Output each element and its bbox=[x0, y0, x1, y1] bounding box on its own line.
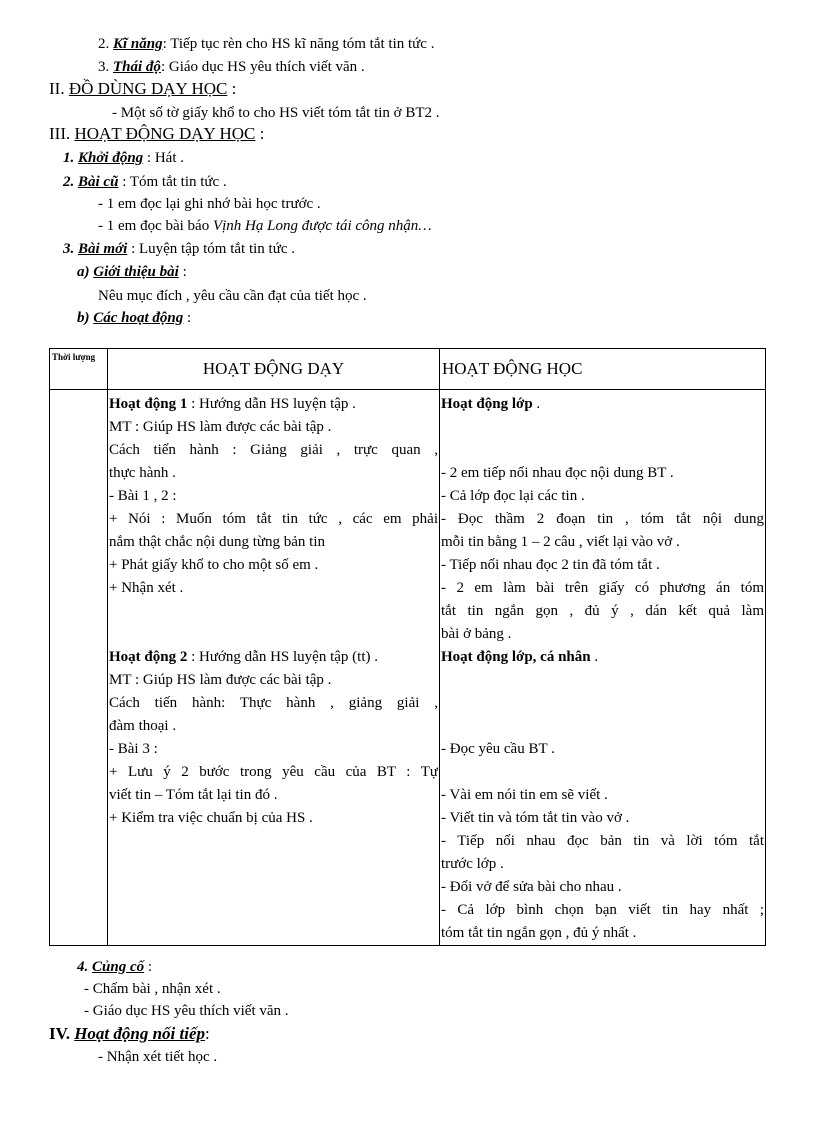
learn-line-text: tóm tắt tin ngắn gọn , đủ ý nhất . bbox=[441, 925, 637, 941]
skill-label: Kĩ năng bbox=[113, 36, 163, 52]
learn-line-text: bài ở bảng . bbox=[441, 626, 512, 642]
consolidation-item-1: - Chấm bài , nhận xét . bbox=[84, 981, 221, 997]
teach-line bbox=[109, 715, 438, 738]
learn-line-text: . bbox=[590, 649, 599, 665]
activities-table bbox=[49, 348, 766, 946]
teach-line-text: thực hành . bbox=[109, 465, 176, 481]
teach-line-text: MT : Giúp HS làm được các bài tập . bbox=[109, 419, 332, 435]
teach-line-text: MT : Giúp HS làm được các bài tập . bbox=[109, 672, 332, 688]
learn-line-text: - 2 em tiếp nối nhau đọc nội dung BT . bbox=[441, 465, 674, 481]
learn-line-text bbox=[441, 764, 445, 780]
teach-line-text: viết tin – Tóm tắt lại tin đó . bbox=[109, 787, 278, 803]
teaching-cell bbox=[108, 390, 440, 946]
attitude-label: Thái độ bbox=[113, 59, 161, 75]
step-new-lesson: 3. Bài mới : Luyện tập tóm tắt tin tức . bbox=[63, 241, 295, 257]
teach-line bbox=[109, 899, 438, 922]
learn-activity-title: Hoạt động lớp, cá nhân bbox=[441, 649, 591, 665]
learn-line-text: - Đọc thầm 2 đoạn tin , tóm tắt nội dung bbox=[441, 511, 764, 527]
teach-activity-title: Hoạt động 1 bbox=[109, 396, 188, 412]
goal-attitude-line: 3. Thái độ: Giáo dục HS yêu thích viết văn . bbox=[98, 59, 365, 75]
learn-line bbox=[441, 899, 764, 922]
learn-line-text bbox=[441, 718, 445, 734]
teach-line bbox=[109, 876, 438, 899]
learn-line bbox=[441, 761, 764, 784]
review-item-2: - 1 em đọc bài báo Vịnh Hạ Long được tái công nhận… bbox=[98, 218, 432, 234]
learn-line bbox=[441, 830, 764, 853]
teach-line bbox=[109, 577, 438, 600]
learning-list bbox=[441, 393, 764, 945]
learning-cell bbox=[440, 390, 766, 946]
teach-line-text: : Hướng dẫn HS luyện tập . bbox=[187, 396, 356, 412]
teach-line-text: nắm thật chắc nội dung từng bản tin bbox=[109, 534, 325, 550]
learn-line bbox=[441, 577, 764, 600]
teach-line-text: Cách tiến hành: Thực hành , giảng giải , bbox=[109, 695, 438, 711]
learn-line bbox=[441, 462, 764, 485]
teach-line-text bbox=[109, 626, 113, 642]
section-materials-heading: II. ĐỒ DÙNG DẠY HỌC : bbox=[49, 79, 237, 98]
teach-line bbox=[109, 531, 438, 554]
consolidation-item-2: - Giáo dục HS yêu thích viết văn . bbox=[84, 1003, 289, 1019]
teach-line-text: : Hướng dẫn HS luyện tập (tt) . bbox=[187, 649, 378, 665]
learn-line-text: - Cả lớp bình chọn bạn viết tin hay nhất ; bbox=[441, 902, 764, 918]
teach-line-text bbox=[109, 833, 113, 849]
section-activities-heading: III. HOẠT ĐỘNG DẠY HỌC : bbox=[49, 124, 265, 143]
teach-line bbox=[109, 761, 438, 784]
learn-line bbox=[441, 600, 764, 623]
learn-line-text: - Đọc yêu cầu BT . bbox=[441, 741, 555, 757]
learn-line-text: trước lớp . bbox=[441, 856, 504, 872]
teach-line bbox=[109, 784, 438, 807]
learn-line-text bbox=[441, 442, 445, 458]
review-item-1: - 1 em đọc lại ghi nhớ bài học trước . bbox=[98, 196, 321, 212]
learn-line-text bbox=[441, 672, 445, 688]
learn-line bbox=[441, 531, 764, 554]
teach-activity-title: Hoạt động 2 bbox=[109, 649, 188, 665]
learn-line bbox=[441, 738, 764, 761]
teach-line bbox=[109, 807, 438, 830]
learn-line bbox=[441, 439, 764, 462]
teach-line-text: + Phát giấy khổ to cho một số em . bbox=[109, 557, 319, 573]
learn-line-text: mỗi tin bằng 1 – 2 câu , viết lại vào vở . bbox=[441, 534, 680, 550]
teach-line bbox=[109, 393, 438, 416]
learn-line-text bbox=[441, 419, 445, 435]
learn-line bbox=[441, 876, 764, 899]
step-review: 2. Bài cũ : Tóm tắt tin tức . bbox=[63, 174, 227, 190]
teach-line-text: - Bài 1 , 2 : bbox=[109, 488, 177, 504]
learn-line bbox=[441, 807, 764, 830]
learn-line-text: - Vài em nói tin em sẽ viết . bbox=[441, 787, 608, 803]
materials-item: - Một số tờ giấy khổ to cho HS viết tóm tắt tin ở BT2 . bbox=[112, 105, 440, 121]
learn-line bbox=[441, 508, 764, 531]
learn-line bbox=[441, 692, 764, 715]
header-learning: HOẠT ĐỘNG HỌC bbox=[440, 349, 766, 390]
teach-line bbox=[109, 416, 438, 439]
section-followup-heading: IV. Hoạt động nối tiếp: bbox=[49, 1024, 210, 1043]
step-activities: b) Các hoạt động : bbox=[77, 310, 192, 326]
learn-line-text: tắt tin ngắn gọn , đủ ý , dán kết quả làm bbox=[441, 603, 764, 619]
teaching-list bbox=[109, 393, 438, 922]
teach-line-text bbox=[109, 856, 113, 872]
step-consolidation: 4. Củng cố : bbox=[77, 959, 153, 975]
learn-line bbox=[441, 669, 764, 692]
teach-line-text: + Lưu ý 2 bước trong yêu cầu của BT : Tự bbox=[109, 764, 438, 780]
learn-line bbox=[441, 922, 764, 945]
learn-line-text: - Viết tin và tóm tắt tin vào vở . bbox=[441, 810, 630, 826]
teach-line bbox=[109, 508, 438, 531]
learn-line bbox=[441, 646, 764, 669]
teach-line bbox=[109, 485, 438, 508]
header-teaching: HOẠT ĐỘNG DẠY bbox=[108, 349, 440, 390]
learn-line bbox=[441, 784, 764, 807]
teach-line bbox=[109, 554, 438, 577]
intro-body: Nêu mục đích , yêu cầu cần đạt của tiết học . bbox=[98, 288, 367, 304]
teach-line-text: - Bài 3 : bbox=[109, 741, 158, 757]
learn-line bbox=[441, 393, 764, 416]
learn-line-text: - Tiếp nối nhau đọc bản tin và lời tóm tắt bbox=[441, 833, 764, 849]
learn-line bbox=[441, 623, 764, 646]
teach-line bbox=[109, 692, 438, 715]
teach-line-text bbox=[109, 603, 113, 619]
table-body-row bbox=[50, 390, 766, 946]
teach-line bbox=[109, 853, 438, 876]
goal-skill-line: 2. Kĩ năng: Tiếp tục rèn cho HS kĩ năng tóm tắt tin tức . bbox=[98, 36, 435, 52]
teach-line-text: đàm thoại . bbox=[109, 718, 177, 734]
learn-line bbox=[441, 715, 764, 738]
teach-line-text: + Nói : Muốn tóm tắt tin tức , các em phải bbox=[109, 511, 438, 527]
teach-line-text: + Kiểm tra việc chuẩn bị của HS . bbox=[109, 810, 313, 826]
teach-line bbox=[109, 623, 438, 646]
teach-line bbox=[109, 669, 438, 692]
step-intro: a) Giới thiệu bài : bbox=[77, 264, 187, 280]
teach-line bbox=[109, 738, 438, 761]
learn-line bbox=[441, 853, 764, 876]
header-time: Thời lượng bbox=[50, 349, 108, 390]
teach-line-text bbox=[109, 902, 113, 918]
learn-line bbox=[441, 554, 764, 577]
learn-line-text: - Cả lớp đọc lại các tin . bbox=[441, 488, 585, 504]
learn-line-text bbox=[441, 695, 445, 711]
teach-line-text: + Nhận xét . bbox=[109, 580, 184, 596]
learn-line-text: - 2 em làm bài trên giấy có phương án tóm bbox=[441, 580, 764, 596]
teach-line-text bbox=[109, 879, 113, 895]
learn-line bbox=[441, 416, 764, 439]
teach-line bbox=[109, 600, 438, 623]
learn-activity-title: Hoạt động lớp bbox=[441, 396, 533, 412]
learn-line-text: - Đổi vở để sửa bài cho nhau . bbox=[441, 879, 622, 895]
teach-line bbox=[109, 462, 438, 485]
teach-line bbox=[109, 439, 438, 462]
learn-line bbox=[441, 485, 764, 508]
table-header-row bbox=[50, 349, 766, 390]
learn-line-text: . bbox=[532, 396, 541, 412]
followup-item: - Nhận xét tiết học . bbox=[98, 1049, 218, 1065]
teach-line bbox=[109, 830, 438, 853]
step-warmup: 1. Khởi động : Hát . bbox=[63, 150, 184, 166]
teach-line bbox=[109, 646, 438, 669]
learn-line-text: - Tiếp nối nhau đọc 2 tin đã tóm tắt . bbox=[441, 557, 660, 573]
teach-line-text: Cách tiến hành : Giảng giải , trực quan , bbox=[109, 442, 438, 458]
time-cell bbox=[50, 390, 108, 946]
